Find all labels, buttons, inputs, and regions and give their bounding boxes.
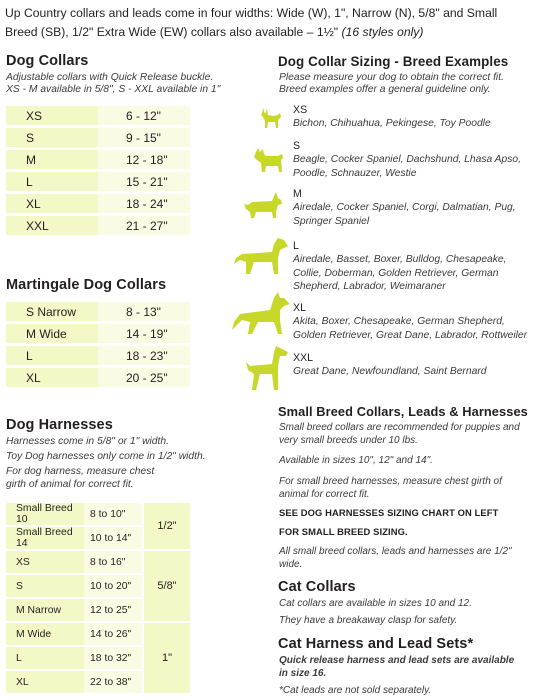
german-shepherd-icon bbox=[230, 290, 292, 338]
range-cell: 10 to 20" bbox=[84, 575, 142, 599]
breed-list: Akita, Boxer, Chesapeake, German Shepherd, Golden Retriever, Great Dane, Labrador, Rottweiler bbox=[293, 316, 528, 341]
size-cell: S bbox=[6, 128, 98, 147]
breed-code: S bbox=[293, 140, 301, 152]
breed-code: M bbox=[293, 188, 302, 200]
table-row bbox=[6, 368, 190, 387]
harnesses-title: Dog Harnesses bbox=[6, 417, 113, 433]
harnesses-sub2: Toy Dog harnesses only come in 1/2" width. bbox=[6, 451, 206, 462]
table-row bbox=[6, 216, 190, 235]
size-cell: XS bbox=[6, 551, 84, 575]
intro-text bbox=[5, 4, 530, 42]
chihuahua-icon bbox=[257, 104, 283, 130]
size-cell: S bbox=[6, 575, 84, 599]
width-cell: 5/8" bbox=[142, 551, 190, 623]
cat-harness-title: Cat Harness and Lead Sets* bbox=[278, 636, 474, 652]
range-cell: 12 to 25" bbox=[84, 599, 142, 623]
corgi-icon bbox=[242, 190, 284, 222]
cat-collars-title: Cat Collars bbox=[278, 579, 356, 595]
size-cell: XXL bbox=[6, 216, 98, 235]
size-cell: S Narrow bbox=[6, 302, 98, 321]
size-cell: L bbox=[6, 172, 98, 191]
breed-code: XXL bbox=[293, 352, 314, 364]
cat-collars-p1: Cat collars are available in sizes 10 and 12. bbox=[279, 598, 472, 609]
harnesses-sub3: For dog harness, measure chest girth of animal for correct fit. bbox=[6, 466, 155, 490]
breed-code: XS bbox=[293, 104, 308, 116]
size-cell: M Narrow bbox=[6, 599, 84, 623]
width-cell: 1/2" bbox=[142, 503, 190, 551]
dog-collars-sub1: Adjustable collars with Quick Release buckle. bbox=[6, 72, 214, 83]
breed-list: Beagle, Cocker Spaniel, Dachshund, Lhasa Apso, Poodle, Schnauzer, Westie bbox=[293, 154, 522, 179]
small-breed-caps1: SEE DOG HARNESSES SIZING CHART ON LEFT bbox=[279, 507, 499, 518]
range-cell: 6 - 12" bbox=[98, 106, 190, 125]
breed-list: Great Dane, Newfoundland, Saint Bernard bbox=[293, 366, 487, 377]
martingale-table bbox=[6, 299, 190, 390]
size-cell: M Wide bbox=[6, 324, 98, 343]
small-breed-caps2: FOR SMALL BREED SIZING. bbox=[279, 526, 408, 537]
cat-harness-p2: *Cat leads are not sold separately. bbox=[279, 685, 432, 696]
table-row bbox=[6, 346, 190, 365]
range-cell: 8 to 10" bbox=[84, 503, 142, 527]
range-cell: 14 - 19" bbox=[98, 324, 190, 343]
table-row bbox=[6, 128, 190, 147]
martingale-title: Martingale Dog Collars bbox=[6, 277, 167, 293]
range-cell: 14 to 26" bbox=[84, 623, 142, 647]
retriever-icon bbox=[232, 234, 290, 278]
dog-collars-table bbox=[6, 103, 190, 238]
range-cell: 9 - 15" bbox=[98, 128, 190, 147]
table-row bbox=[6, 172, 190, 191]
breed-list: Airedale, Basset, Boxer, Bulldog, Chesapeake, Collie, Doberman, Golden Retriever, German Shepherd, Labrador, Weimaraner bbox=[293, 254, 507, 292]
breed-sizing-sub1: Please measure your dog to obtain the correct fit. bbox=[279, 72, 504, 83]
table-row bbox=[6, 150, 190, 169]
size-cell: XL bbox=[6, 194, 98, 213]
range-cell: 18 to 32" bbox=[84, 647, 142, 671]
table-row bbox=[6, 324, 190, 343]
small-breed-p4: All small breed collars, leads and harnesses are 1/2" wide. bbox=[279, 546, 512, 570]
breed-sizing-sub2: Breed examples offer a general guideline only. bbox=[279, 84, 491, 95]
range-cell: 15 - 21" bbox=[98, 172, 190, 191]
dog-collars-sub2: XS - M available in 5/8", S - XXL available in 1" bbox=[6, 84, 221, 95]
range-cell: 21 - 27" bbox=[98, 216, 190, 235]
range-cell: 8 - 13" bbox=[98, 302, 190, 321]
small-breed-title: Small Breed Collars, Leads & Harnesses bbox=[278, 404, 528, 419]
breed-sizing-title: Dog Collar Sizing - Breed Examples bbox=[278, 54, 509, 69]
table-row bbox=[6, 503, 190, 527]
breed-row-l bbox=[230, 240, 530, 295]
size-cell: XL bbox=[6, 368, 98, 387]
table-row bbox=[6, 302, 190, 321]
intro-main: Up Country collars and leads come in four widths: Wide (W), 1", Narrow (N), 5/8" and Small Breed (SB), 1/2" Extra Wide (EW) collars also available – 1½" bbox=[5, 6, 498, 39]
table-row bbox=[6, 551, 190, 575]
table-row bbox=[6, 623, 190, 647]
size-cell: L bbox=[6, 346, 98, 365]
range-cell: 18 - 24" bbox=[98, 194, 190, 213]
great-dane-icon bbox=[242, 344, 292, 392]
breed-code: L bbox=[293, 240, 299, 252]
range-cell: 10 to 14" bbox=[84, 527, 142, 551]
size-cell: XL bbox=[6, 671, 84, 695]
breed-row-xxl bbox=[230, 352, 530, 407]
range-cell: 8 to 16" bbox=[84, 551, 142, 575]
size-cell: XS bbox=[6, 106, 98, 125]
breed-row-s bbox=[230, 140, 530, 195]
range-cell: 12 - 18" bbox=[98, 150, 190, 169]
table-row bbox=[6, 194, 190, 213]
harnesses-sub1: Harnesses come in 5/8" or 1" width. bbox=[6, 436, 169, 447]
table-row bbox=[6, 106, 190, 125]
dog-collars-title: Dog Collars bbox=[6, 53, 89, 69]
range-cell: 20 - 25" bbox=[98, 368, 190, 387]
cat-harness-p1: Quick release harness and lead sets are available in size 16. bbox=[279, 655, 515, 679]
size-cell: Small Breed 10 bbox=[6, 503, 84, 527]
breed-list: Airedale, Cocker Spaniel, Corgi, Dalmatian, Pug, Springer Spaniel bbox=[293, 202, 516, 227]
range-cell: 18 - 23" bbox=[98, 346, 190, 365]
small-breed-p3: For small breed harnesses, measure chest girth of animal for correct fit. bbox=[279, 476, 502, 500]
size-cell: Small Breed 14 bbox=[6, 527, 84, 551]
breed-list: Bichon, Chihuahua, Pekingese, Toy Poodle bbox=[293, 118, 491, 129]
harnesses-table bbox=[6, 503, 190, 695]
breed-code: XL bbox=[293, 302, 306, 314]
width-cell: 1" bbox=[142, 623, 190, 695]
cat-collars-p2: They have a breakaway clasp for safety. bbox=[279, 615, 458, 626]
westie-icon bbox=[252, 146, 286, 176]
size-cell: M bbox=[6, 150, 98, 169]
size-cell: L bbox=[6, 647, 84, 671]
range-cell: 22 to 38" bbox=[84, 671, 142, 695]
intro-italic: (16 styles only) bbox=[338, 25, 424, 39]
small-breed-p1: Small breed collars are recommended for puppies and very small breeds under 10 lbs. bbox=[279, 422, 520, 446]
size-cell: M Wide bbox=[6, 623, 84, 647]
small-breed-p2: Available in sizes 10", 12" and 14". bbox=[279, 455, 433, 466]
